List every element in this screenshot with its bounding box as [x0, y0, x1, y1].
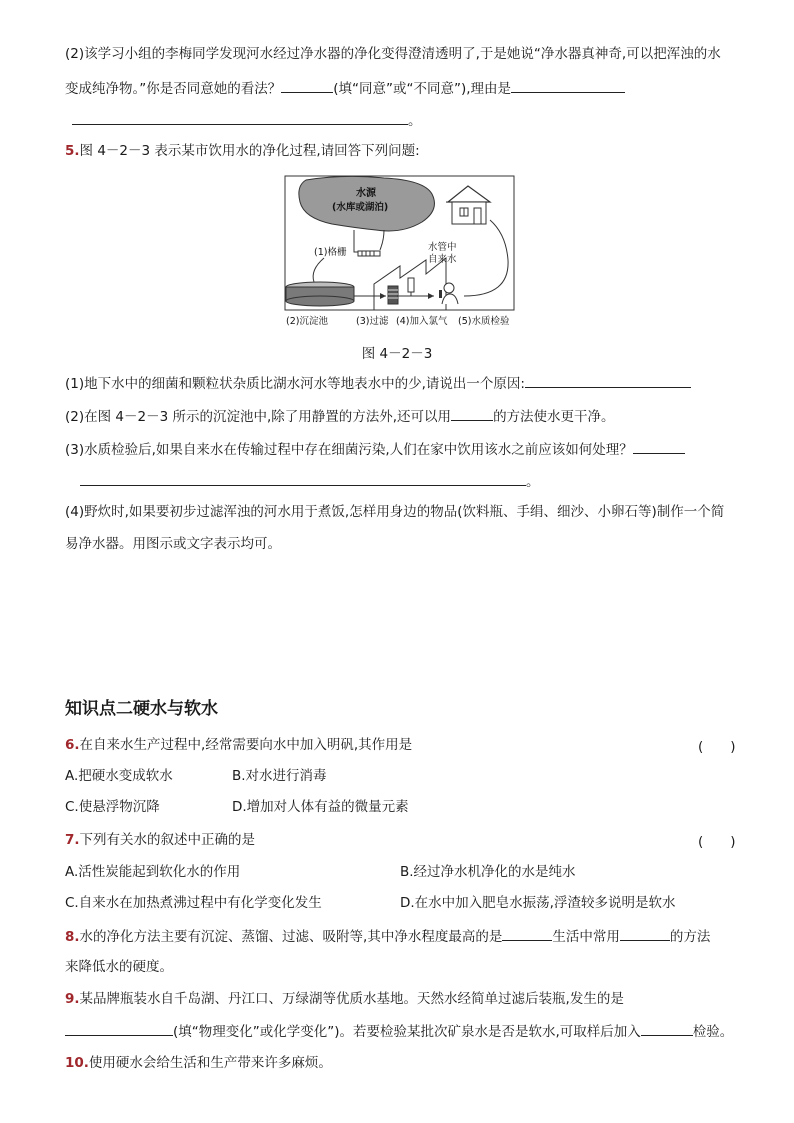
pipe-label: 水管中 — [428, 242, 457, 253]
q4-part2-text-b: (填“同意”或“不同意”),理由是 — [333, 81, 512, 97]
q10-line — [65, 1053, 332, 1073]
q7-stem — [65, 830, 255, 850]
answer-blank[interactable] — [633, 439, 685, 454]
question-text: 下列有关水的叙述中正确的是 — [79, 832, 256, 848]
question-text: (3)水质检验后,如果自来水在传输过程中存在细菌污染,人们在家中饮用该水之前应该如何处理？ — [65, 442, 633, 458]
q4-part2-line1: (2)该学习小组的李梅同学发现河水经过净水器的净化变得澄清透明了,于是她说“净水器真神奇,可以把浑浊的水 — [65, 46, 721, 62]
answer-paren[interactable]: ( ) — [698, 834, 736, 850]
question-text: 水的净化方法主要有沉淀、蒸馏、过滤、吸附等,其中净水程度最高的是 — [79, 929, 503, 945]
answer-blank[interactable] — [451, 406, 493, 421]
option-c[interactable]: C.自来水在加热煮沸过程中有化学变化发生 — [65, 895, 322, 911]
answer-blank[interactable] — [65, 1021, 173, 1036]
source-label: 水源 — [356, 188, 376, 199]
question-text: 图 4－2－3 表示某市饮用水的净化过程,请回答下列问题: — [79, 143, 420, 159]
question-text: 在自来水生产过程中,经常需要向水中加入明矾,其作用是 — [79, 737, 413, 753]
q9-line1 — [65, 989, 624, 1009]
source-sublabel: (水库或湖泊) — [332, 202, 389, 213]
answer-blank[interactable] — [641, 1021, 693, 1036]
answer-blank[interactable] — [72, 110, 408, 125]
step2-label: (2)沉淀池 — [286, 316, 328, 327]
question-number: 8. — [65, 929, 80, 945]
question-text: 某品牌瓶装水自千岛湖、丹江口、万绿湖等优质水基地。天然水经简单过滤后装瓶,发生的是 — [79, 991, 624, 1007]
step4-label: (4)加入氯气 — [396, 316, 448, 327]
question-number: 7. — [65, 832, 80, 848]
q5-p3 — [65, 439, 685, 460]
question-text: (1)地下水中的细菌和颗粒状杂质比湖水河水等地表水中的少,请说出一个原因: — [65, 376, 525, 392]
question-number: 6. — [65, 737, 80, 753]
question-text: 的方法使水更干净。 — [493, 409, 615, 425]
pipe-label-2: 自来水 — [428, 254, 457, 265]
answer-blank[interactable] — [511, 78, 625, 93]
option-b[interactable]: B.经过净水机净化的水是纯水 — [400, 864, 576, 880]
option-b[interactable]: B.对水进行消毒 — [232, 768, 327, 784]
question-text: 的方法 — [669, 929, 711, 945]
q5-p1 — [65, 373, 691, 394]
question-text: 使用硬水会给生活和生产带来许多麻烦。 — [88, 1055, 332, 1071]
q5-p4-line2: 易净水器。用图示或文字表示均可。 — [65, 536, 281, 552]
question-text: 检验。 — [692, 1024, 734, 1040]
q8-line1 — [65, 926, 710, 947]
answer-blank[interactable] — [620, 926, 670, 941]
q5-p3-line2 — [80, 471, 540, 492]
answer-blank[interactable] — [80, 471, 526, 486]
step5-label: (5)水质检验 — [458, 316, 510, 327]
section-title: 知识点二硬水与软水 — [65, 699, 218, 719]
q6-stem — [65, 735, 412, 755]
figure-caption: 图 4－2－3 — [361, 346, 433, 362]
q8-line2: 来降低水的硬度。 — [65, 959, 173, 975]
period: 。 — [526, 474, 540, 490]
water-purification-figure — [284, 174, 516, 330]
option-d[interactable]: D.增加对人体有益的微量元素 — [232, 799, 409, 815]
option-d[interactable]: D.在水中加入肥皂水振荡,浮渣较多说明是软水 — [400, 895, 676, 911]
question-number: 5. — [65, 143, 80, 159]
q5-p4-line1: (4)野炊时,如果要初步过滤浑浊的河水用于煮饭,怎样用身边的物品(饮料瓶、手绢、细沙、小卵石等)制作一个简 — [65, 504, 725, 520]
q9-line2 — [65, 1021, 733, 1042]
period: 。 — [408, 113, 422, 129]
answer-blank[interactable] — [281, 78, 333, 93]
q5-stem — [65, 141, 420, 161]
q4-part2-line2 — [65, 78, 625, 99]
question-number: 9. — [65, 991, 80, 1007]
option-a[interactable]: A.活性炭能起到软化水的作用 — [65, 864, 241, 880]
answer-blank[interactable] — [525, 373, 691, 388]
q4-part2-line3 — [72, 110, 422, 131]
question-text: (2)在图 4－2－3 所示的沉淀池中,除了用静置的方法外,还可以用 — [65, 409, 452, 425]
option-a[interactable]: A.把硬水变成软水 — [65, 768, 173, 784]
question-text: 生活中常用 — [552, 929, 620, 945]
question-text: (填“物理变化”或化学变化”)。若要检验某批次矿泉水是否是软水,可取样后加入 — [173, 1024, 641, 1040]
answer-blank[interactable] — [502, 926, 552, 941]
q5-p2 — [65, 406, 615, 427]
step1-label: (1)格栅 — [314, 247, 347, 258]
step3-label: (3)过滤 — [356, 316, 389, 327]
q4-part2-text-a: 变成纯净物。”你是否同意她的看法？ — [65, 81, 282, 97]
question-number: 10. — [65, 1055, 89, 1071]
answer-paren[interactable]: ( ) — [698, 739, 736, 755]
option-c[interactable]: C.使悬浮物沉降 — [65, 799, 160, 815]
